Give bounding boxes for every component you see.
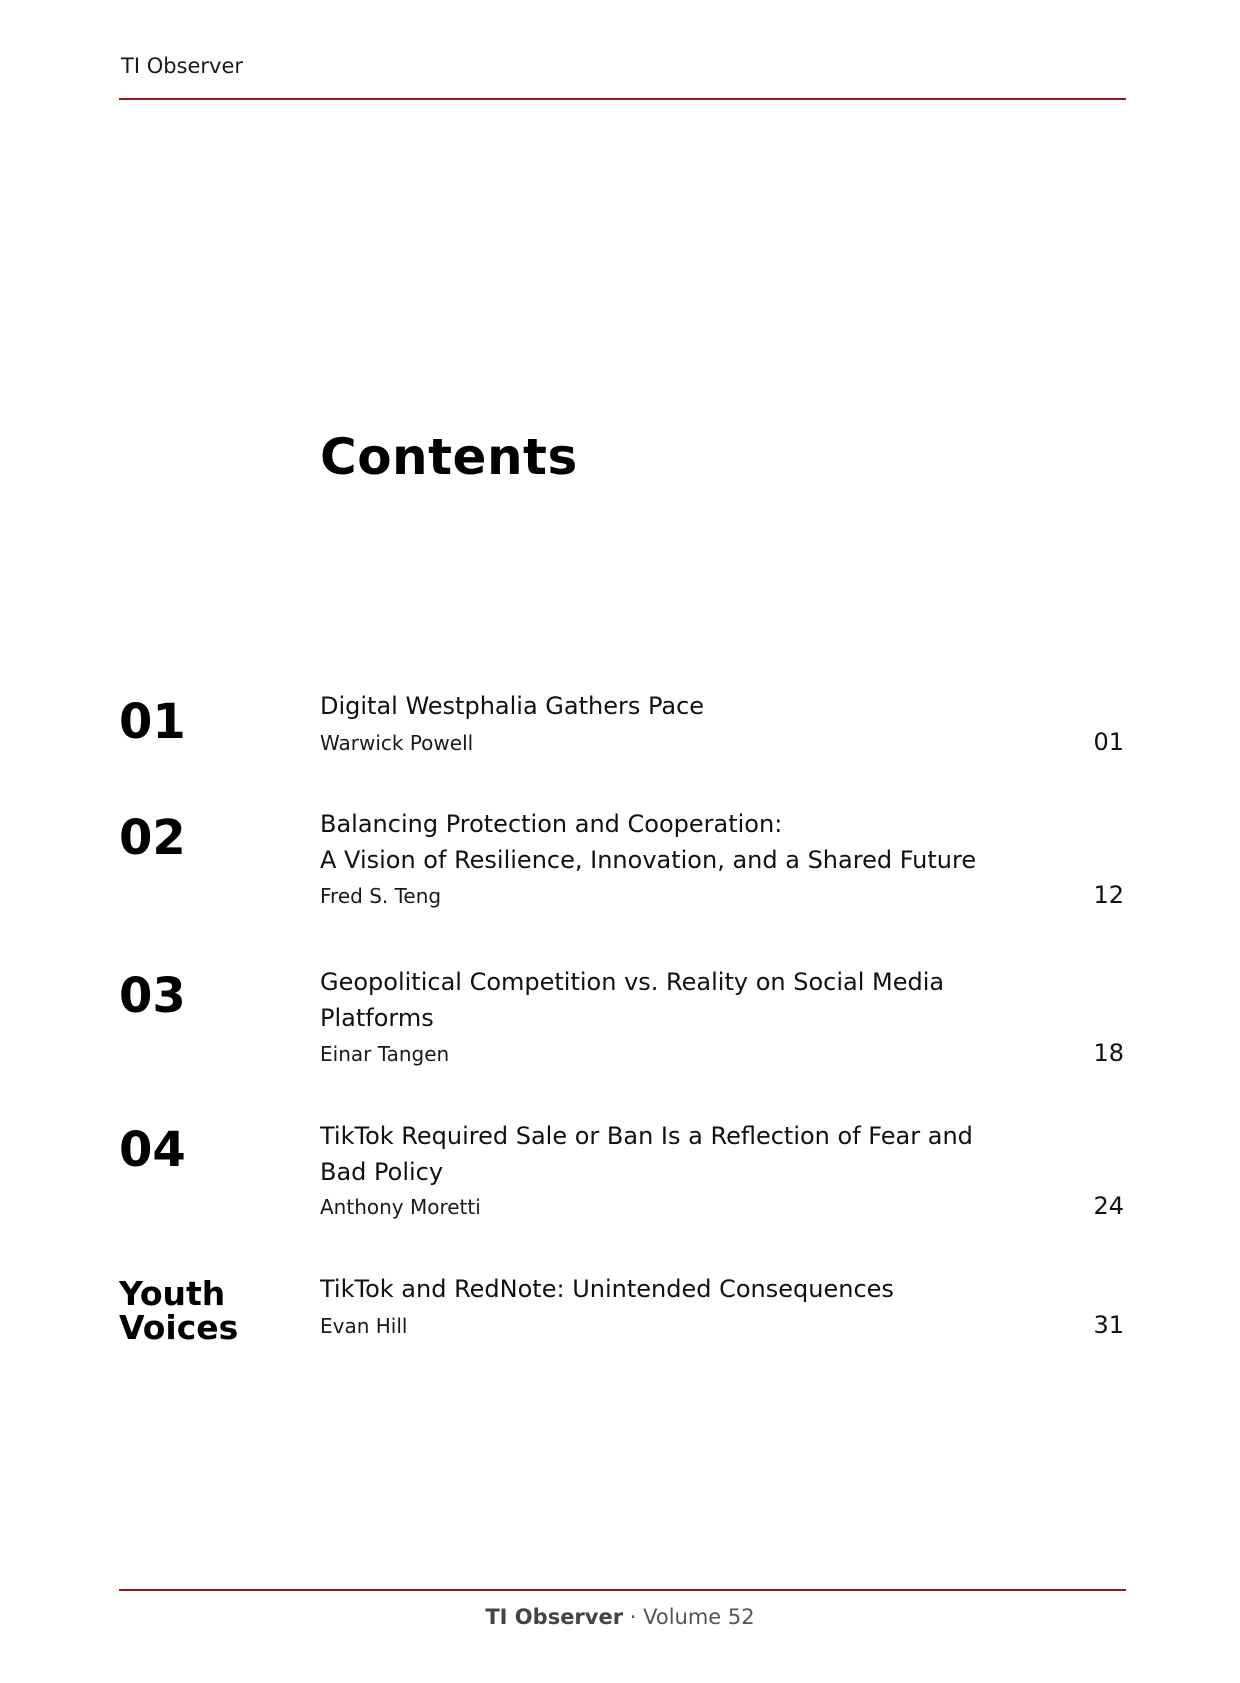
entry-number: Youth Voices: [119, 1274, 239, 1347]
entry-author: Einar Tangen: [320, 1042, 450, 1066]
entry-author: Anthony Moretti: [320, 1195, 481, 1219]
entry-author: Evan Hill: [320, 1314, 408, 1338]
contents-heading: Contents: [320, 428, 578, 486]
footer-rule: [119, 1589, 1126, 1591]
entry-title: TikTok Required Sale or Ban Is a Reflection of Fear and Bad Policy: [320, 1122, 973, 1186]
entry-page: 24: [1093, 1192, 1124, 1220]
entry-page: 12: [1093, 881, 1124, 909]
header-rule: [119, 98, 1126, 100]
entry-number: 01: [119, 694, 186, 750]
entry-author: Fred S. Teng: [320, 884, 442, 908]
entry-number: 02: [119, 810, 186, 866]
entry-number: 03: [119, 968, 186, 1024]
entry-title: TikTok and RedNote: Unintended Consequences: [320, 1275, 894, 1303]
footer-brand: TI Observer: [485, 1605, 624, 1629]
entry-title: Geopolitical Competition vs. Reality on Social Media Platforms: [320, 968, 945, 1032]
footer-separator: ·: [623, 1605, 644, 1629]
header-title: TI Observer: [121, 54, 244, 78]
entry-page: 01: [1093, 728, 1124, 756]
entry-title: Balancing Protection and Cooperation: A Vision of Resilience, Innovation, and a Shared Future: [320, 810, 977, 874]
entry-page: 31: [1093, 1311, 1124, 1339]
entry-number: 04: [119, 1122, 186, 1178]
footer-volume: Volume 52: [643, 1605, 755, 1629]
footer: [0, 1605, 1240, 1629]
entry-author: Warwick Powell: [320, 731, 474, 755]
entry-title: Digital Westphalia Gathers Pace: [320, 692, 705, 720]
entry-page: 18: [1093, 1039, 1124, 1067]
